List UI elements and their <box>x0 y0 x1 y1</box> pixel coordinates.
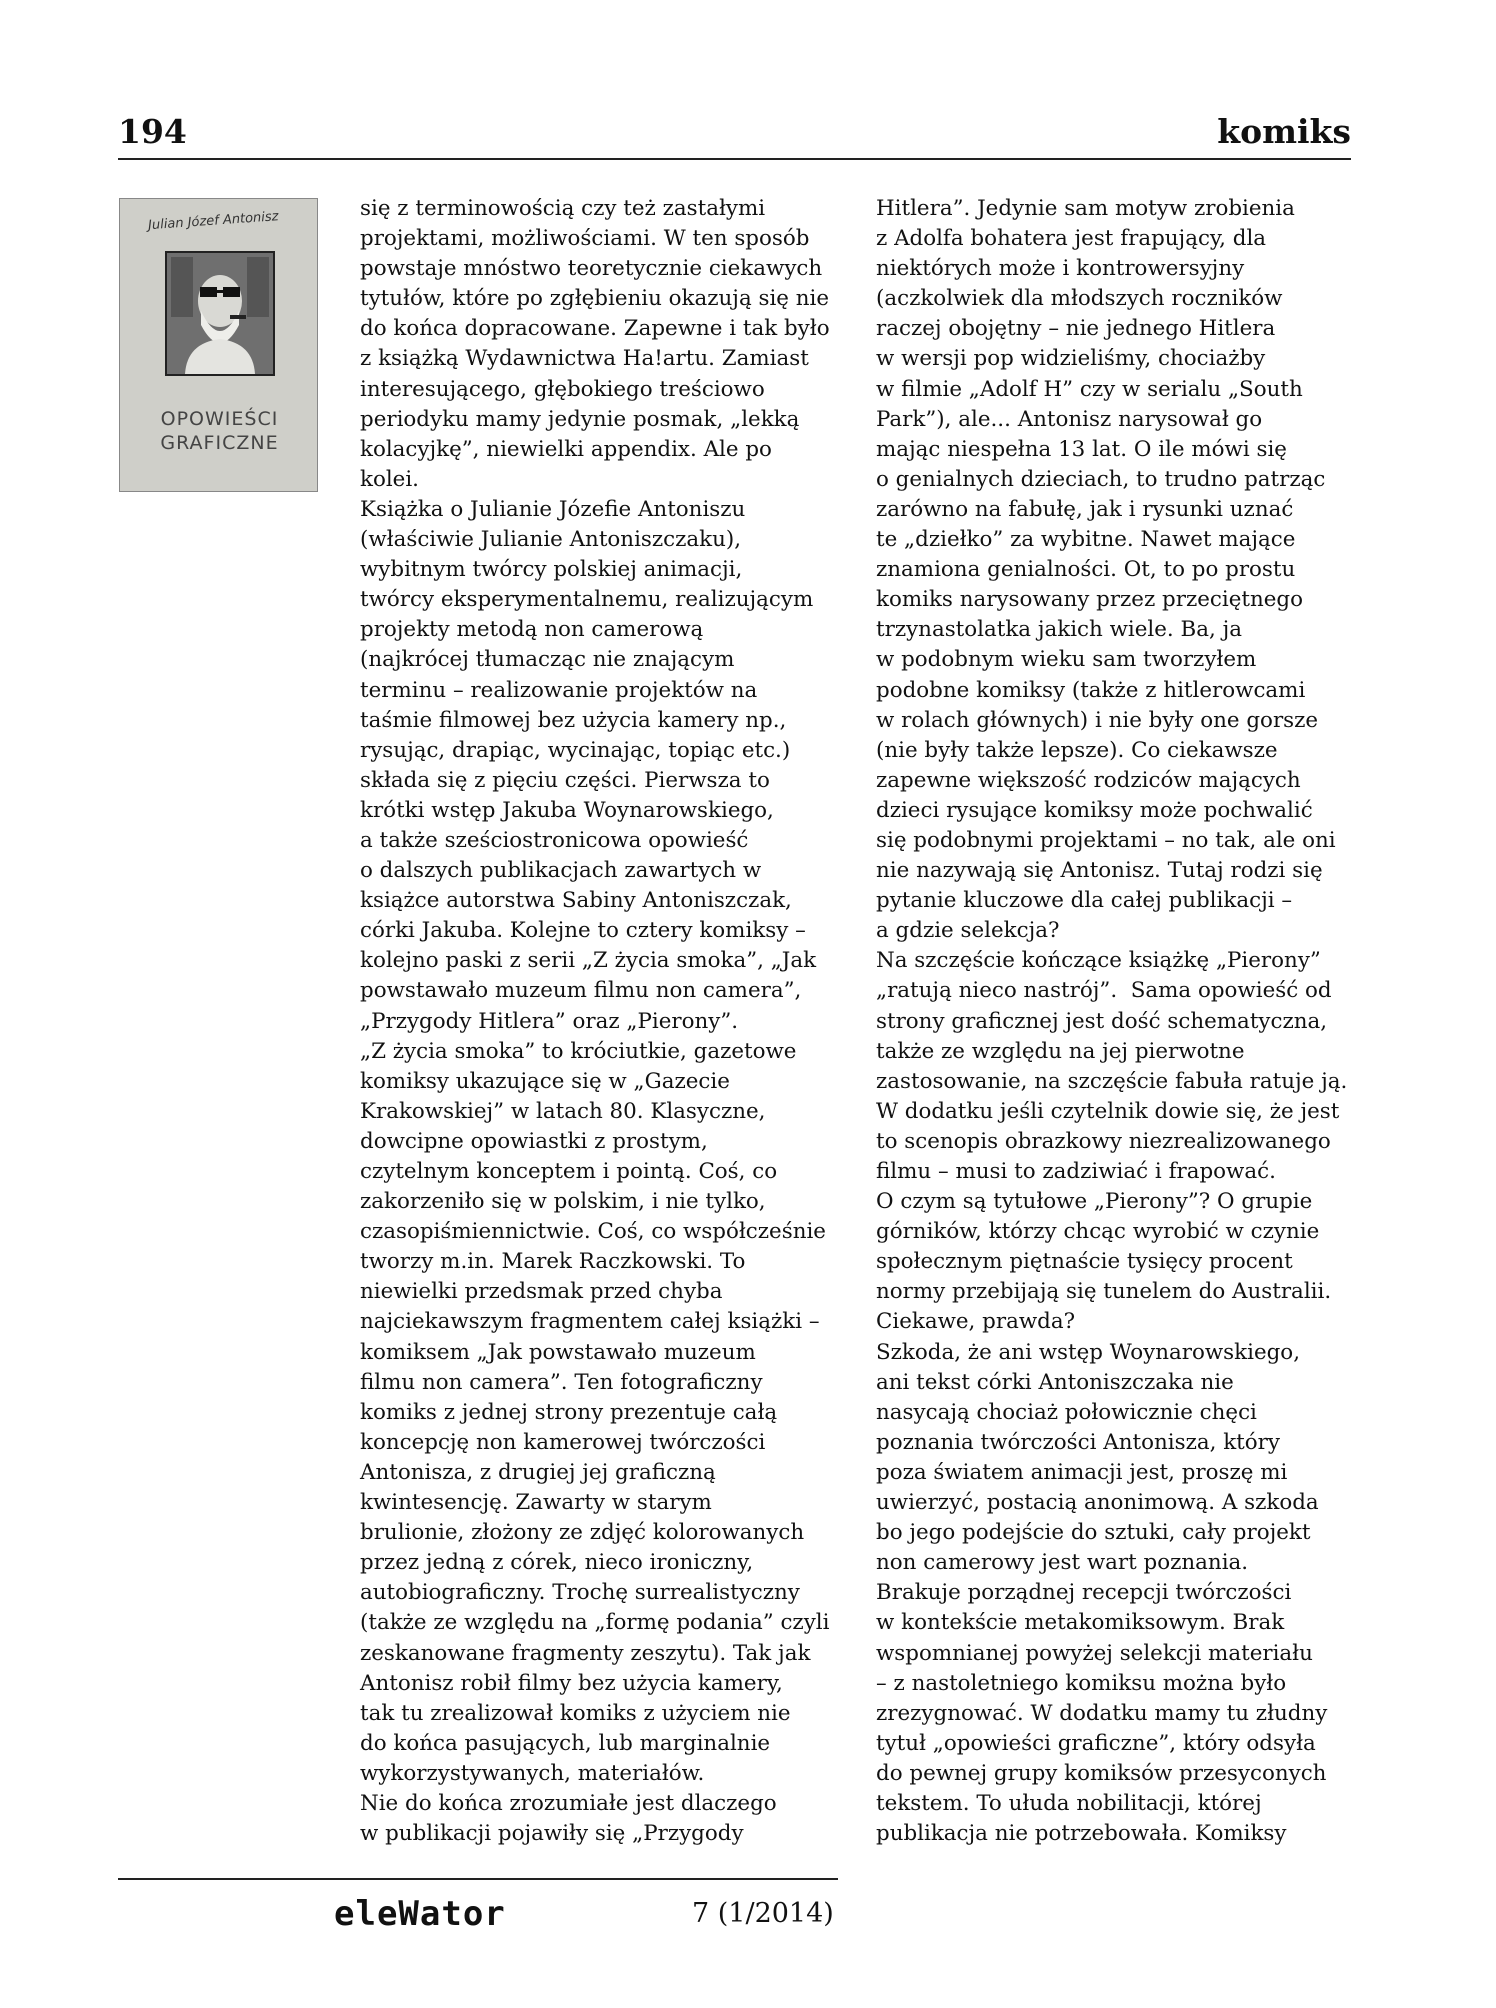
text-line: powstaje mnóstwo teoretycznie ciekawych <box>360 256 823 282</box>
text-line: nasycają chociaż połowicznie chęci <box>876 1399 1257 1425</box>
text-line: normy przebijają się tunelem do Australii. <box>876 1279 1332 1305</box>
text-line: twórcy eksperymentalnemu, realizującym <box>360 587 814 613</box>
text-line: przez jedną z córek, nieco ironiczny, <box>360 1550 754 1576</box>
text-line: do pewnej grupy komiksów przesyconych <box>876 1760 1327 1786</box>
magazine-logo: eleWator <box>334 1894 506 1934</box>
text-line: – z nastoletniego komiksu można było <box>876 1670 1287 1696</box>
text-line: książce autorstwa Sabiny Antoniszczak, <box>360 888 792 914</box>
text-line: w filmie „Adolf H” czy w serialu „South <box>876 376 1303 402</box>
text-line: tytuł „opowieści graficzne”, który odsyła <box>876 1730 1316 1756</box>
text-line: powstawało muzeum filmu non camera”, <box>360 978 802 1004</box>
text-line: zastosowanie, na szczęście fabuła ratuje ją. <box>876 1068 1348 1094</box>
text-line: dowcipne opowiastki z prostym, <box>360 1128 708 1154</box>
text-line: W dodatku jeśli czytelnik dowie się, że jest <box>876 1098 1340 1124</box>
cover-title-line: OPOWIEŚCI <box>160 408 279 430</box>
text-line: o genialnych dzieciach, to trudno patrząc <box>876 466 1326 492</box>
text-line: Brakuje porządnej recepcji twórczości <box>876 1580 1292 1606</box>
text-line: także ze względu na jej pierwotne <box>876 1038 1245 1064</box>
text-line: poznania twórczości Antonisza, który <box>876 1429 1280 1455</box>
text-line: podobne komiksy (także z hitlerowcami <box>876 677 1306 703</box>
cover-author-handwriting: Julian Józef Antonisz <box>147 209 279 234</box>
text-line: projekty metodą non camerową <box>360 617 704 643</box>
text-line: (właściwie Julianie Antoniszczaku), <box>360 527 742 553</box>
text-line: tekstem. To ułuda nobilitacji, której <box>876 1790 1262 1816</box>
text-line: poza światem animacji jest, proszę mi <box>876 1459 1288 1485</box>
text-line: autobiograficzny. Trochę surrealistyczny <box>360 1580 800 1606</box>
text-line: zeskanowane fragmenty zeszytu). Tak jak <box>360 1640 811 1666</box>
text-line: czytelnym konceptem i pointą. Coś, co <box>360 1159 778 1184</box>
portrait-drawing <box>167 253 273 374</box>
text-line: niewielki przedsmak przed chyba <box>360 1279 723 1305</box>
text-line: koncepcję non kamerowej twórczości <box>360 1429 766 1455</box>
text-line: taśmie filmowej bez użycia kamery np., <box>360 707 787 733</box>
article-column-left <box>360 194 830 1849</box>
text-line: Park”), ale... Antonisz narysował go <box>876 406 1263 432</box>
text-line: społecznym piętnaście tysięcy procent <box>876 1249 1293 1275</box>
text-line: się z terminowością czy też zastałymi <box>360 196 766 221</box>
text-line: górników, którzy chcąc wyrobić w czynie <box>876 1219 1320 1245</box>
text-line: Antonisza, z drugiej jej graficzną <box>360 1459 716 1485</box>
text-line: kolejno paski z serii „Z życia smoka”, „Jak <box>360 948 817 974</box>
text-line: wspomnianej powyżej selekcji materiału <box>876 1640 1313 1666</box>
text-line: niektórych może i kontrowersyjny <box>876 256 1245 282</box>
text-line: tytułów, które po zgłębieniu okazują się nie <box>360 286 830 312</box>
text-line: periodyku mamy jedynie posmak, „lekką <box>360 406 800 432</box>
text-line: „Przygody Hitlera” oraz „Pierony”. <box>360 1008 739 1034</box>
text-line: kolei. <box>360 466 419 492</box>
text-line: interesującego, głębokiego treściowo <box>360 376 765 402</box>
text-line: raczej obojętny – nie jednego Hitlera <box>876 316 1276 342</box>
text-line: się podobnymi projektami – no tak, ale oni <box>876 827 1336 853</box>
text-line: (także ze względu na „formę podania” czyli <box>360 1610 830 1636</box>
cover-title-line: GRAFICZNE <box>160 432 279 454</box>
book-cover-image <box>119 198 318 492</box>
footer-rule <box>118 1878 838 1880</box>
text-line: uwierzyć, postacią anonimową. A szkoda <box>876 1490 1319 1516</box>
text-line: rysując, drapiąc, wycinając, topiąc etc.) <box>360 737 791 763</box>
text-line: te „dziełko” za wybitne. Nawet mające <box>876 527 1296 553</box>
header-rule <box>118 158 1351 160</box>
text-line: (aczkolwiek dla młodszych roczników <box>876 286 1283 312</box>
text-line: pytanie kluczowe dla całej publikacji – <box>876 888 1293 914</box>
text-line: filmu – musi to zadziwiać i frapować. <box>876 1159 1276 1184</box>
text-line: „Z życia smoka” to króciutkie, gazetowe <box>360 1038 797 1064</box>
text-line: terminu – realizowanie projektów na <box>360 677 758 703</box>
text-line: bo jego podejście do sztuki, cały projekt <box>876 1520 1311 1546</box>
text-line: w publikacji pojawiły się „Przygody <box>360 1821 744 1847</box>
text-line: krótki wstęp Jakuba Woynarowskiego, <box>360 797 774 823</box>
text-line: wykorzystywanych, materiałów. <box>360 1760 705 1786</box>
text-line: w kontekście metakomiksowym. Brak <box>876 1610 1285 1636</box>
text-line: brulionie, złożony ze zdjęć kolorowanych <box>360 1520 805 1546</box>
text-line: Nie do końca zrozumiałe jest dlaczego <box>360 1790 777 1816</box>
text-line: czasopiśmiennictwie. Coś, co współcześnie <box>360 1219 826 1245</box>
text-line: to scenopis obrazkowy niezrealizowanego <box>876 1128 1331 1154</box>
text-line: Na szczęście kończące książkę „Pierony” <box>876 948 1321 974</box>
text-line: wybitnym twórcy polskiej animacji, <box>360 557 743 583</box>
text-line: w rolach głównych) i nie były one gorsze <box>876 707 1319 733</box>
text-line: ani tekst córki Antoniszczaka nie <box>876 1369 1234 1395</box>
text-line: filmu non camera”. Ten fotograficzny <box>360 1369 763 1395</box>
text-line: a gdzie selekcja? <box>876 918 1060 944</box>
text-line: non camerowy jest wart poznania. <box>876 1550 1249 1576</box>
text-line: (najkrócej tłumacząc nie znającym <box>360 647 735 673</box>
text-line: Hitlera”. Jedynie sam motyw zrobienia <box>876 196 1295 221</box>
text-line: w wersji pop widzieliśmy, chociażby <box>876 346 1266 372</box>
text-line: trzynastolatka jakich wiele. Ba, ja <box>876 617 1242 643</box>
text-line: o dalszych publikacjach zawartych w <box>360 858 762 884</box>
text-line: do końca pasujących, lub marginalnie <box>360 1730 771 1756</box>
text-line: córki Jakuba. Kolejne to cztery komiksy – <box>360 918 806 944</box>
text-line: Książka o Julianie Józefie Antoniszu <box>360 496 746 522</box>
text-line: kwintesencję. Zawarty w starym <box>360 1490 712 1516</box>
article-column-right <box>876 194 1347 1849</box>
text-line: projektami, możliwościami. W ten sposób <box>360 226 810 252</box>
text-line: Krakowskiej” w latach 80. Klasyczne, <box>360 1098 766 1124</box>
text-line: znamiona genialności. Ot, to po prostu <box>876 557 1296 583</box>
text-line: O czym są tytułowe „Pierony”? O grupie <box>876 1189 1313 1215</box>
text-line: a także sześciostronicowa opowieść <box>360 827 749 853</box>
text-line: Ciekawe, prawda? <box>876 1309 1076 1335</box>
text-line: komiks narysowany przez przeciętnego <box>876 587 1303 613</box>
text-line: zakorzeniło się w polskim, i nie tylko, <box>360 1189 766 1215</box>
text-line: nie nazywają się Antonisz. Tutaj rodzi się <box>876 858 1323 884</box>
cover-title <box>120 407 318 455</box>
text-line: publikacja nie potrzebowała. Komiksy <box>876 1821 1287 1847</box>
text-line: zapewne większość rodziców mających <box>876 767 1301 793</box>
text-line: dzieci rysujące komiksy może pochwalić <box>876 797 1313 823</box>
cover-portrait <box>165 251 275 376</box>
text-line: z Adolfa bohatera jest frapujący, dla <box>876 226 1267 252</box>
text-line: kolacyjkę”, niewielki appendix. Ale po <box>360 436 772 462</box>
text-line: z książką Wydawnictwa Ha!artu. Zamiast <box>360 346 809 372</box>
issue-number: 7 (1/2014) <box>692 1898 834 1929</box>
text-line: komiks z jednej strony prezentuje całą <box>360 1399 778 1425</box>
text-line: mając niespełna 13 lat. O ile mówi się <box>876 436 1287 462</box>
text-line: „ratują nieco nastrój”. Sama opowieść od <box>876 978 1332 1004</box>
text-line: najciekawszym fragmentem całej książki – <box>360 1309 820 1335</box>
text-line: komiksy ukazujące się w „Gazecie <box>360 1068 730 1094</box>
text-line: zarówno na fabułę, jak i rysunki uznać <box>876 496 1294 522</box>
text-line: zrezygnować. W dodatku mamy tu złudny <box>876 1700 1328 1726</box>
text-line: Antonisz robił filmy bez użycia kamery, <box>360 1670 783 1696</box>
text-line: tak tu zrealizował komiks z użyciem nie <box>360 1700 791 1726</box>
text-line: strony graficznej jest dość schematyczna, <box>876 1008 1328 1034</box>
text-line: w podobnym wieku sam tworzyłem <box>876 647 1257 673</box>
text-line: Szkoda, że ani wstęp Woynarowskiego, <box>876 1339 1300 1365</box>
page-number: 194 <box>118 112 187 151</box>
text-line: (nie były także lepsze). Co ciekawsze <box>876 737 1278 763</box>
text-line: do końca dopracowane. Zapewne i tak było <box>360 316 830 342</box>
text-line: składa się z pięciu części. Pierwsza to <box>360 767 770 793</box>
section-title: komiks <box>1217 112 1351 151</box>
text-line: tworzy m.in. Marek Raczkowski. To <box>360 1249 746 1275</box>
text-line: komiksem „Jak powstawało muzeum <box>360 1339 756 1365</box>
